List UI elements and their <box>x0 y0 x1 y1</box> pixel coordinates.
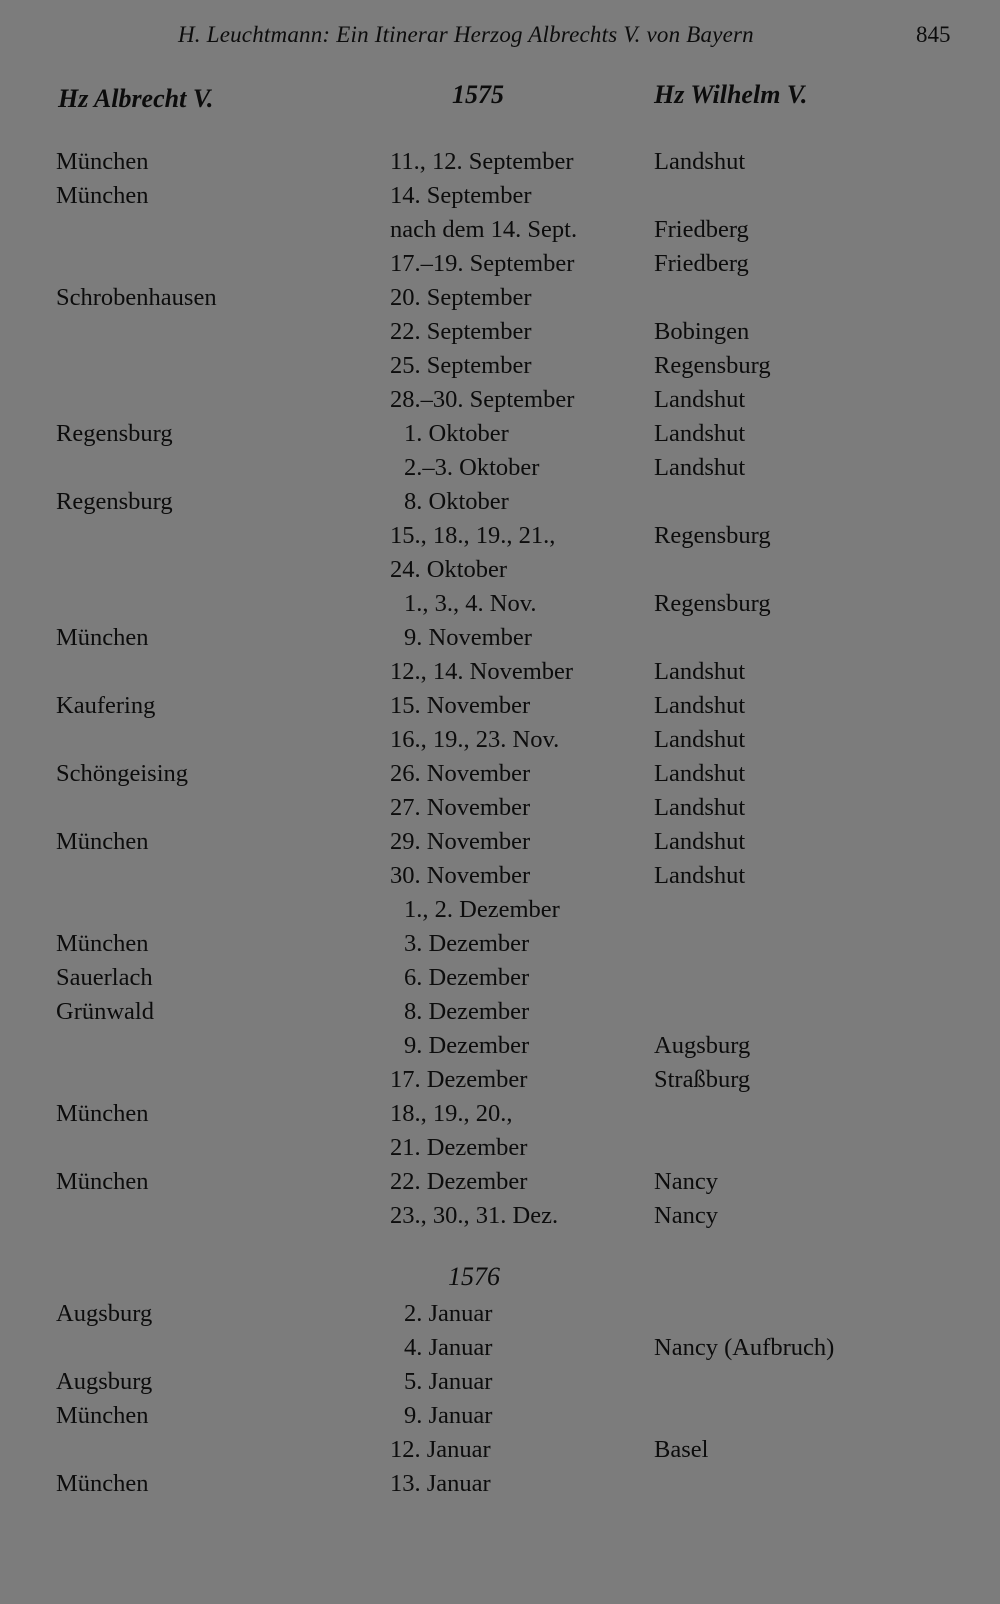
date-cell: nach dem 14. Sept. <box>390 216 578 243</box>
date-cell: 29. November <box>390 828 531 855</box>
albrecht-location: Augsburg <box>56 1368 153 1395</box>
wilhelm-location: Nancy <box>654 1168 718 1195</box>
itinerary-row <box>0 250 1000 284</box>
wilhelm-location: Straßburg <box>654 1066 751 1093</box>
albrecht-location: Augsburg <box>56 1300 153 1327</box>
albrecht-location: München <box>56 930 149 957</box>
date-cell: 28.–30. September <box>390 386 575 413</box>
itinerary-row <box>0 896 1000 930</box>
page-number: 845 <box>916 22 951 47</box>
itinerary-row <box>0 318 1000 352</box>
date-cell: 27. November <box>390 794 531 821</box>
itinerary-row <box>0 624 1000 658</box>
date-cell: 11., 12. September <box>390 148 574 175</box>
itinerary-row <box>0 794 1000 828</box>
wilhelm-location: Basel <box>654 1436 709 1463</box>
wilhelm-location: Regensburg <box>654 522 771 549</box>
date-cell: 25. September <box>390 352 532 379</box>
itinerary-row <box>0 1134 1000 1168</box>
itinerary-row <box>0 590 1000 624</box>
albrecht-location: München <box>56 182 149 209</box>
wilhelm-location: Friedberg <box>654 216 749 243</box>
date-cell: 9. November <box>404 624 532 651</box>
albrecht-location: Regensburg <box>56 420 173 447</box>
itinerary-row <box>0 148 1000 182</box>
date-cell: 14. September <box>390 182 532 209</box>
itinerary-row <box>0 862 1000 896</box>
albrecht-location: München <box>56 624 149 651</box>
itinerary-row <box>0 522 1000 556</box>
wilhelm-location: Landshut <box>654 386 746 413</box>
wilhelm-location: Landshut <box>654 862 746 889</box>
itinerary-row <box>0 1470 1000 1504</box>
albrecht-location: München <box>56 1470 149 1497</box>
albrecht-location: München <box>56 148 149 175</box>
date-cell: 22. September <box>390 318 532 345</box>
date-cell: 5. Januar <box>404 1368 493 1395</box>
wilhelm-location: Regensburg <box>654 352 771 379</box>
wilhelm-location: Landshut <box>654 794 746 821</box>
albrecht-location: Sauerlach <box>56 964 153 991</box>
itinerary-row <box>0 1100 1000 1134</box>
itinerary-row <box>0 1436 1000 1470</box>
itinerary-row <box>0 1066 1000 1100</box>
wilhelm-location: Landshut <box>654 760 746 787</box>
itinerary-row <box>0 284 1000 318</box>
itinerary-row <box>0 726 1000 760</box>
date-cell: 12. Januar <box>390 1436 491 1463</box>
date-cell: 16., 19., 23. Nov. <box>390 726 560 753</box>
itinerary-row <box>0 1202 1000 1236</box>
date-cell: 13. Januar <box>390 1470 491 1497</box>
wilhelm-location: Regensburg <box>654 590 771 617</box>
wilhelm-location: Nancy <box>654 1202 718 1229</box>
date-cell: 15., 18., 19., 21., <box>390 522 556 549</box>
date-cell: 9. Dezember <box>404 1032 530 1059</box>
date-cell: 9. Januar <box>404 1402 493 1429</box>
date-cell: 18., 19., 20., <box>390 1100 513 1127</box>
wilhelm-location: Landshut <box>654 454 746 481</box>
itinerary-row <box>0 964 1000 998</box>
date-cell: 17. Dezember <box>390 1066 528 1093</box>
date-cell: 30. November <box>390 862 531 889</box>
albrecht-location: München <box>56 1100 149 1127</box>
itinerary-row <box>0 386 1000 420</box>
itinerary-row <box>0 556 1000 590</box>
itinerary-row <box>0 1334 1000 1368</box>
date-cell: 8. Oktober <box>404 488 509 515</box>
wilhelm-location: Bobingen <box>654 318 750 345</box>
itinerary-row <box>0 1300 1000 1334</box>
albrecht-location: Grünwald <box>56 998 154 1025</box>
wilhelm-location: Augsburg <box>654 1032 751 1059</box>
date-cell: 8. Dezember <box>404 998 530 1025</box>
wilhelm-location: Friedberg <box>654 250 749 277</box>
wilhelm-location: Landshut <box>654 658 746 685</box>
itinerary-row <box>0 216 1000 250</box>
wilhelm-location: Landshut <box>654 148 746 175</box>
albrecht-location: Kaufering <box>56 692 156 719</box>
date-cell: 2. Januar <box>404 1300 493 1327</box>
itinerary-row <box>0 1368 1000 1402</box>
itinerary-row <box>0 1402 1000 1436</box>
date-cell: 6. Dezember <box>404 964 530 991</box>
column-header-year: 1575 <box>452 80 504 109</box>
date-cell: 22. Dezember <box>390 1168 528 1195</box>
date-cell: 21. Dezember <box>390 1134 528 1161</box>
itinerary-row <box>0 998 1000 1032</box>
itinerary-row <box>0 1168 1000 1202</box>
itinerary-row <box>0 658 1000 692</box>
albrecht-location: Regensburg <box>56 488 173 515</box>
itinerary-row <box>0 1032 1000 1066</box>
itinerary-row <box>0 488 1000 522</box>
date-cell: 3. Dezember <box>404 930 530 957</box>
albrecht-location: München <box>56 828 149 855</box>
column-header-albrecht: Hz Albrecht V. <box>58 84 214 113</box>
albrecht-location: München <box>56 1168 149 1195</box>
wilhelm-location: Landshut <box>654 692 746 719</box>
date-cell: 17.–19. September <box>390 250 575 277</box>
itinerary-row <box>0 182 1000 216</box>
albrecht-location: Schrobenhausen <box>56 284 217 311</box>
year-heading: 1576 <box>448 1262 500 1291</box>
date-cell: 1., 2. Dezember <box>404 896 560 923</box>
date-cell: 4. Januar <box>404 1334 493 1361</box>
itinerary-row <box>0 420 1000 454</box>
albrecht-location: Schöngeising <box>56 760 189 787</box>
date-cell: 15. November <box>390 692 531 719</box>
itinerary-row <box>0 828 1000 862</box>
itinerary-row <box>0 352 1000 386</box>
date-cell: 1., 3., 4. Nov. <box>404 590 537 617</box>
date-cell: 1. Oktober <box>404 420 509 447</box>
wilhelm-location: Landshut <box>654 420 746 447</box>
date-cell: 12., 14. November <box>390 658 574 685</box>
itinerary-row <box>0 692 1000 726</box>
column-header-wilhelm: Hz Wilhelm V. <box>654 80 808 109</box>
wilhelm-location: Landshut <box>654 726 746 753</box>
albrecht-location: München <box>56 1402 149 1429</box>
date-cell: 23., 30., 31. Dez. <box>390 1202 559 1229</box>
date-cell: 2.–3. Oktober <box>404 454 540 481</box>
wilhelm-location: Nancy (Aufbruch) <box>654 1334 835 1361</box>
itinerary-row <box>0 760 1000 794</box>
itinerary-row <box>0 454 1000 488</box>
wilhelm-location: Landshut <box>654 828 746 855</box>
running-head: H. Leuchtmann: Ein Itinerar Herzog Albrechts V. von Bayern <box>178 22 754 47</box>
date-cell: 20. September <box>390 284 532 311</box>
date-cell: 26. November <box>390 760 531 787</box>
date-cell: 24. Oktober <box>390 556 508 583</box>
itinerary-row <box>0 930 1000 964</box>
